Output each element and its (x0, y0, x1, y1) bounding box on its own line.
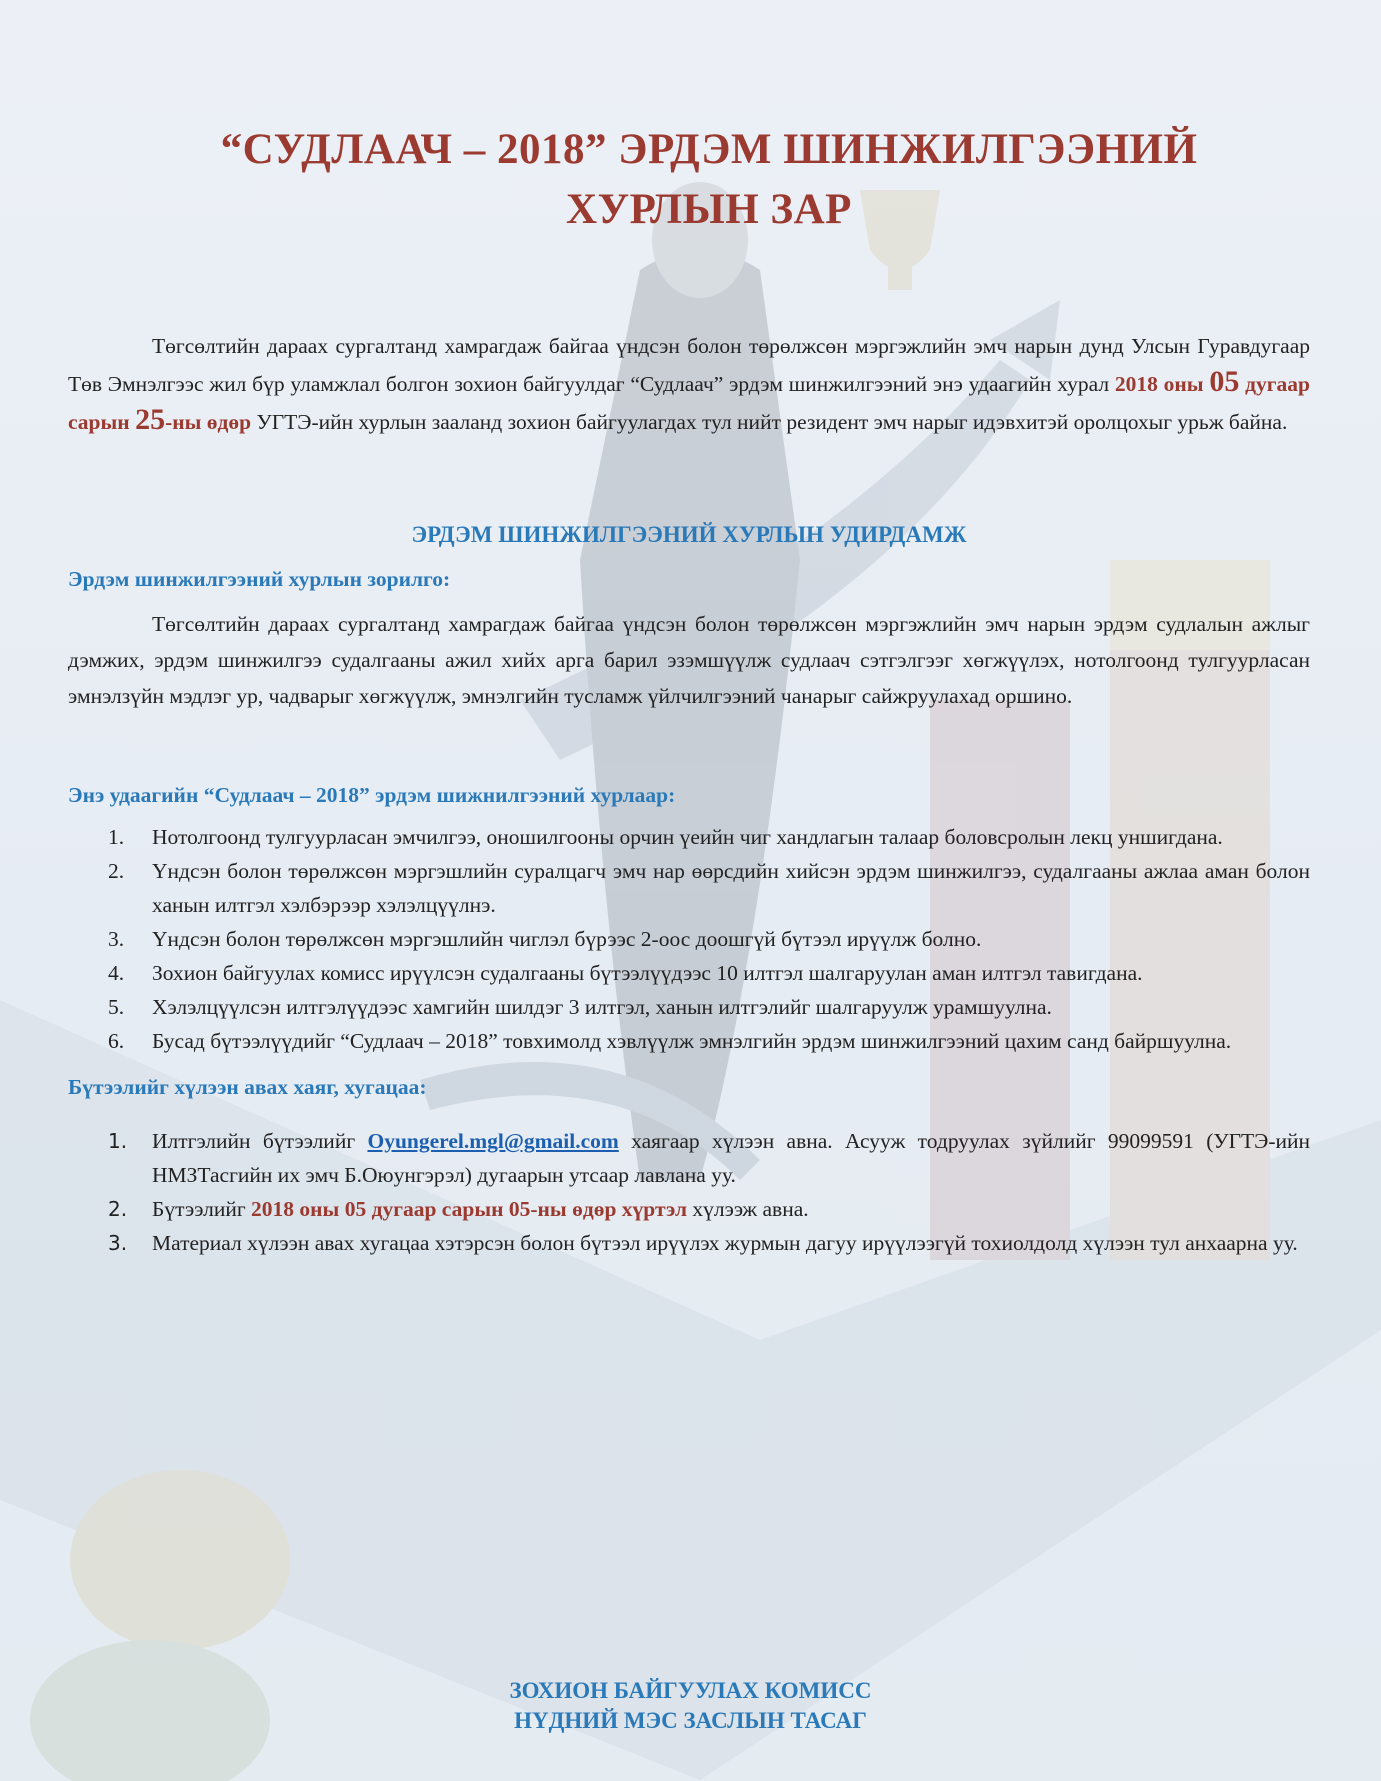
list-item-number: 2. (108, 1197, 128, 1221)
intro-date-year: 2018 оны (1114, 372, 1204, 396)
list-item-text: Үндсэн болон төрөлжсөн мэргэшлийн чиглэл бүрээс 2-оос доошгүй бүтээл ирүүлж болно. (152, 927, 982, 951)
title-line-2: ХУРЛЫН ЗАР (566, 186, 852, 233)
list-item (68, 1192, 1310, 1226)
deadline-date: 2018 оны 05 дугаар сарын 05-ны өдөр хүртэл (251, 1197, 688, 1221)
deadline-text-before: Бүтээлийг (152, 1197, 246, 1221)
section-title: ЭРДЭМ ШИНЖИЛГЭЭНИЙ ХУРЛЫН УДИРДАМЖ (411, 522, 967, 547)
list-item-number: 5. (108, 995, 125, 1019)
footer-line-2: НҮДНИЙ МЭС ЗАСЛЫН ТАСАГ (514, 1708, 867, 1733)
list-item-number: 1. (108, 825, 125, 849)
list-item (68, 990, 1310, 1024)
list-item-text: Үндсэн болон төрөлжсөн мэргэшлийн суралцагч эмч нар өөрсдийн хийсэн эрдэм шинжилгээ, судалгааны ажлаа аман болон ханын илтгэл хэлбэрээр хэлэлцүүлнэ. (152, 859, 1310, 917)
title-line-1: “СУДЛААЧ – 2018” ЭРДЭМ ШИНЖИЛГЭЭНИЙ (220, 126, 1198, 173)
program-heading: Энэ удаагийн “Судлаач – 2018” эрдэм шижнилгээний хурлаар: (68, 783, 676, 807)
list-item-number: 3. (108, 1231, 128, 1255)
intro-date-month: 05 (1209, 365, 1240, 398)
intro-text-1: Төгсөлтийн дараах сургалтанд хамрагдаж байгаа үндсэн болон төрөлжсөн мэргэжлийн эмч нарын дунд Улсын Гуравдугаар Төв Эмнэлгээс жил бүр уламжлал болгон зохион байгуулдаг “Судлаач” эрдэм шинжилгээний энэ удаагийн хурал (68, 334, 1310, 396)
list-item-number: 4. (108, 961, 125, 985)
submission-heading: Бүтээлийг хүлээн авах хаяг, хугацаа: (68, 1075, 427, 1099)
list-item (68, 854, 1310, 922)
submission-text-before: Илтгэлийн бүтээлийг (152, 1129, 356, 1153)
list-item (68, 1226, 1310, 1260)
footer-line-1: ЗОХИОН БАЙГУУЛАХ КОМИСС (509, 1678, 872, 1703)
list-item (68, 922, 1310, 956)
goal-paragraph: Төгсөлтийн дараах сургалтанд хамрагдаж байгаа үндсэн болон төрөлжсөн мэргэжлийн эмч нарын эрдэм судлалын ажлыг дэмжих, эрдэм шинжилгээ судалгааны ажил хийх арга барил эзэмшүүлж судлаач сэтгэлгээг хөгжүүлэх, нотолгоонд тулгуурласан эмнэлзүйн мэдлэг ур, чадварыг хөгжүүлж, эмнэлгийн тусламж үйлчилгээний чанарыг сайжруулахад оршино. (68, 612, 1310, 708)
list-item (68, 956, 1310, 990)
list-item (68, 820, 1310, 854)
intro-paragraph (68, 328, 1310, 440)
list-item-number: 3. (108, 927, 125, 951)
list-item-text: Зохион байгуулах комисс ирүүлсэн судалгааны бүтээлүүдээс 10 илтгэл шалгаруулан аман илтгэл тавигдана. (152, 961, 1143, 985)
list-item-text: Хэлэлцүүлсэн илтгэлүүдээс хамгийн шилдэг 3 илтгэл, ханын илтгэлийг шалгаруулж урамшуулна. (152, 995, 1052, 1019)
intro-text-2: УГТЭ-ийн хурлын зааланд зохион байгуулагдах тул нийт резидент эмч нарыг идэвхитэй оролцохыг урьж байна. (256, 410, 1288, 434)
submission-text-after: хаягаар хүлээн авна. Асууж тодруулах зүйлийг 99099591 (УГТЭ-ийн НМЗТасгийн их эмч Б.Оюунгэрэл) дугаарын утсаар лавлана уу. (152, 1129, 1311, 1187)
list-item-number: 6. (108, 1029, 125, 1053)
page-title (108, 120, 1310, 240)
list-item (68, 1124, 1310, 1192)
footer-signature (0, 1676, 1381, 1736)
list-item (68, 1024, 1310, 1058)
list-item-text: Нотолгоонд тулгуурласан эмчилгээ, оношилгооны орчин үеийн чиг хандлагын талаар боловсролын лекц уншигдана. (152, 825, 1223, 849)
list-item-number: 1. (108, 1129, 128, 1153)
intro-date-day-label: -ны өдөр (165, 410, 252, 434)
intro-date-month-label: дугаар сарын (68, 372, 1311, 434)
program-list (68, 820, 1310, 1058)
list-item-number: 2. (108, 859, 125, 883)
list-item-text: Материал хүлээн авах хугацаа хэтэрсэн болон бүтээл ирүүлэх журмын дагуу ирүүлээгүй тохиолдолд хүлээн тул анхаарна уу. (152, 1231, 1298, 1255)
deadline-text-after: хүлээж авна. (692, 1197, 809, 1221)
list-item-text: Бусад бүтээлүүдийг “Судлаач – 2018” товхимолд хэвлүүлж эмнэлгийн эрдэм шинжилгээний цахим санд байршуулна. (152, 1029, 1232, 1053)
submission-list (68, 1124, 1310, 1260)
intro-date-day: 25 (135, 403, 166, 436)
goal-heading: Эрдэм шинжилгээний хурлын зорилго: (68, 567, 451, 591)
email-link[interactable]: Oyungerel.mgl@gmail.com (367, 1129, 619, 1153)
document-body (68, 120, 1310, 1260)
